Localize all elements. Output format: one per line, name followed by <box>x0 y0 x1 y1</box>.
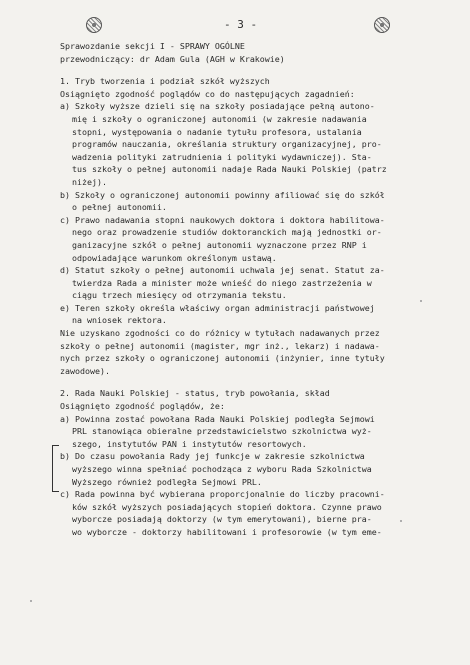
text-line: szkoły o pełnej autonomii (magister, mgr inż., lekarz) i nadawa- <box>60 340 380 351</box>
text-line: odpowiadające warunkom określonym ustawą. <box>72 252 277 263</box>
section-intro: Osiągnięto zgodność poglądów, że: <box>60 401 225 412</box>
text-line: Nie uzyskano zgodności co do różnicy w tytułach nadawanych przez <box>60 328 380 339</box>
margin-bracket <box>52 445 59 492</box>
list-item <box>60 302 440 327</box>
text-line: c) Prawo nadawania stopni naukowych doktora i doktora habilitowa- <box>60 214 385 225</box>
list-item <box>60 488 440 538</box>
text-line: wyższego winna spełniać pochodząca z wyboru Rada Szkolnictwa <box>72 464 372 474</box>
text-line: mię i szkoły o ograniczonej autonomii (w zakresie nadawania <box>72 113 367 124</box>
section-2 <box>60 387 440 538</box>
archive-stamp-icon <box>374 17 390 33</box>
text-line: szego, instytutów PAN i instytutów resortowych. <box>72 438 307 449</box>
text-line: ganizacyjne szkół o pełnej autonomii wyznaczone przez RNP i <box>72 239 367 250</box>
list-item <box>60 450 440 488</box>
list-item <box>60 413 440 451</box>
section-outro <box>60 327 440 377</box>
chairman-line: przewodniczący: dr Adam Gula (AGH w Krakowie) <box>60 53 285 64</box>
text-line: Wyższego również podległa Sejmowi PRL. <box>72 476 262 487</box>
text-line: twierdza Rada a minister może wnieść do niego zastrzeżenia w <box>72 277 372 288</box>
text-line: b) Szkoły o ograniczonej autonomii powinny afiliować się do szkół <box>60 189 385 200</box>
text-line: wo wyborcze - doktorzy habilitowani i profesorowie (w tym eme- <box>72 526 382 537</box>
text-line: c) Rada powinna być wybierana proporcjonalnie do liczby pracowni- <box>60 489 385 500</box>
text-line: na wniosek rektora. <box>72 315 167 326</box>
section-intro: Osiągnięto zgodność poglądów co do następujących zagadnień: <box>60 88 355 99</box>
text-line: e) Teren szkoły określa właściwy organ administracji państwowej <box>60 302 375 313</box>
section-1 <box>60 75 440 377</box>
paper-speck <box>400 520 402 522</box>
section-heading: 1. Tryb tworzenia i podział szkół wyższych <box>60 76 270 87</box>
text-line: wyborcze posiadają doktorzy (w tym emerytowani), bierne pra- <box>72 514 372 525</box>
list-item <box>60 214 440 264</box>
section-items <box>60 100 440 327</box>
text-line: PRL stanowiąca obieralne przedstawicielstwo szkolnictwa wyż- <box>72 426 372 437</box>
page-number: - 3 - <box>224 18 258 31</box>
text-line: programów nauczania, określania struktury organizacyjnej, pro- <box>72 139 382 150</box>
text-line: tus szkoły o pełnej autonomii nadaje Rada Nauki Polskiej (patrz <box>72 164 387 175</box>
text-line: niżej). <box>72 176 107 187</box>
archive-stamp-icon <box>86 17 102 33</box>
paper-speck <box>30 600 32 602</box>
section-heading: 2. Rada Nauki Polskiej - status, tryb powołania, skład <box>60 388 330 399</box>
text-line: nych przez szkoły o ograniczonej autonomii (inżynier, inne tytuły <box>60 353 385 364</box>
text-line: ciągu trzech miesięcy od otrzymania tekstu. <box>72 290 287 301</box>
text-line: a) Powinna zostać powołana Rada Nauki Polskiej podległa Sejmowi <box>60 413 375 424</box>
document-body <box>60 40 440 539</box>
text-line: nego oraz prowadzenie studiów doktoranckich mają jednostki or- <box>72 227 382 238</box>
text-line: a) Szkoły wyższe dzieli się na szkoły posiadające pełną autono- <box>60 101 375 112</box>
text-line: wadzenia polityki zatrudnienia i polityki wydawniczej). Sta- <box>72 151 372 162</box>
text-line: ków szkół wyższych posiadających stopień doktora. Czynne prawo <box>72 501 382 512</box>
text-line: d) Statut szkoły o pełnej autonomii uchwala jej senat. Statut za- <box>60 265 385 276</box>
text-line: zawodowe). <box>60 365 110 376</box>
section-items <box>60 413 440 539</box>
list-item <box>60 264 440 302</box>
text-line: o pełnej autonomii. <box>72 202 167 213</box>
list-item <box>60 100 440 188</box>
text-line: b) Do czasu powołania Rady jej funkcje w zakresie szkolnictwa <box>60 451 365 462</box>
text-line: stopni, występowania o nadanie tytułu profesora, ustalania <box>72 126 362 137</box>
paper-speck <box>420 300 422 302</box>
list-item <box>60 189 440 214</box>
report-title: Sprawozdanie sekcji I - SPRAWY OGÓLNE <box>60 41 245 51</box>
